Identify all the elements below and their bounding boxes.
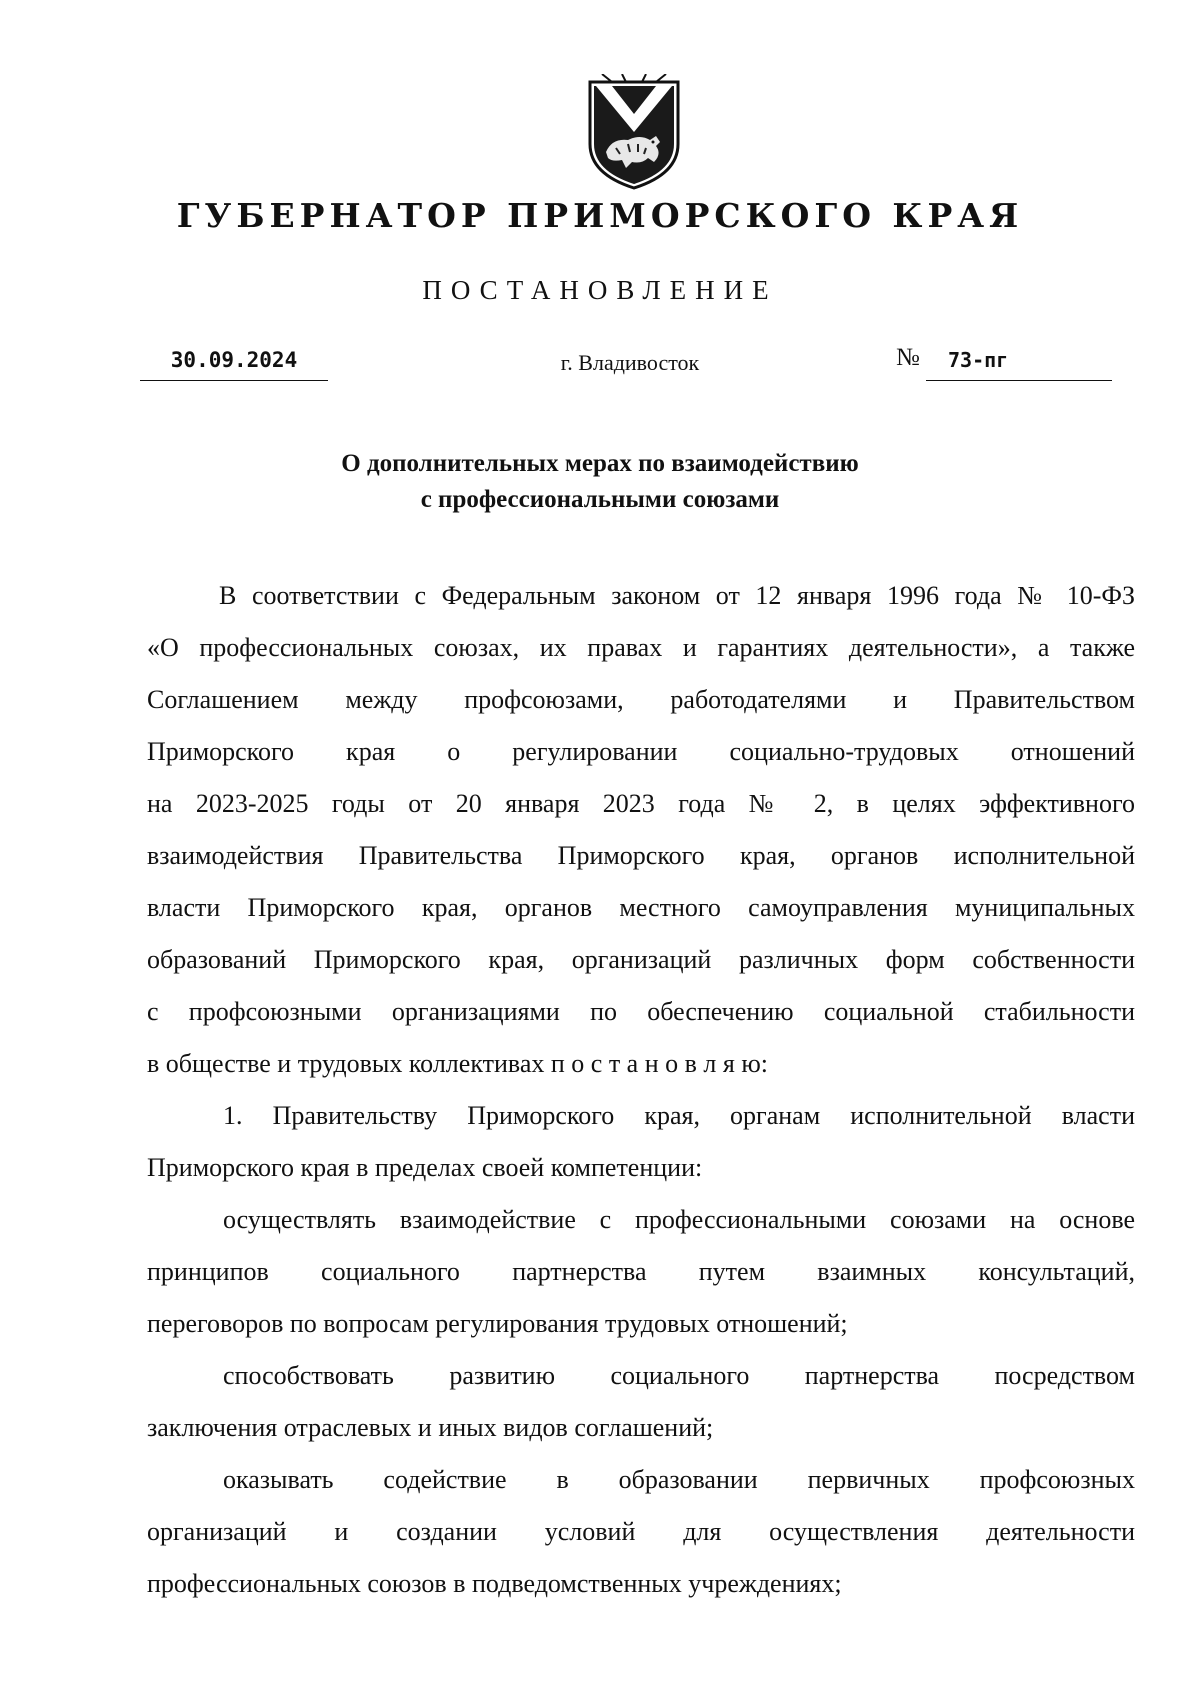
document-subject [0,446,1200,518]
body-line: с профсоюзными организациями по обеспечению социальной стабильности [147,997,1135,1026]
body-line: Приморского края о регулировании социально-трудовых отношений [147,737,1135,766]
subject-line-1: О дополнительных мерах по взаимодействию [341,450,859,477]
body-line: в обществе и трудовых коллективах п о с т а н о в л я ю: [147,1049,768,1078]
body-line: образований Приморского края, организаций различных форм собственности [147,945,1135,974]
issuer-title: ГУБЕРНАТОР ПРИМОРСКОГО КРАЯ [176,196,1024,235]
body-line: переговоров по вопросам регулирования трудовых отношений; [147,1309,848,1338]
body-line: на 2023-2025 годы от 20 января 2023 года № 2, в целях эффективного [147,789,1135,818]
coat-of-arms-emblem [582,74,686,192]
body-line: «О профессиональных союзах, их правах и гарантиях деятельности», а также [147,633,1135,662]
body-line: В соответствии с Федеральным законом от 12 января 1996 года № 10-ФЗ [219,581,1135,610]
body-line: принципов социального партнерства путем взаимных консультаций, [147,1257,1135,1286]
body-line: профессиональных союзов в подведомственных учреждениях; [147,1569,842,1598]
body-line: 1. Правительству Приморского края, органам исполнительной власти [223,1101,1135,1130]
body-line: Соглашением между профсоюзами, работодателями и Правительством [147,685,1135,714]
body-line: способствовать развитию социального партнерства посредством [223,1361,1135,1390]
body-line: власти Приморского края, органов местного самоуправления муниципальных [147,893,1135,922]
body-line: взаимодействия Правительства Приморского края, органов исполнительной [147,841,1135,870]
document-number-field [926,346,1112,381]
document-type: ПОСТАНОВЛЕНИЕ [422,275,778,305]
subject-line-2: с профессиональными союзами [420,486,780,513]
body-line: оказывать содействие в образовании первичных профсоюзных [223,1465,1135,1494]
document-body [147,570,1135,1610]
body-line: Приморского края в пределах своей компетенции: [147,1153,703,1182]
body-line: организаций и создании условий для осуществления деятельности [147,1517,1135,1546]
document-city: г. Владивосток [560,350,700,375]
document-number: 73-пг [948,348,1009,372]
document-date-field [140,346,328,381]
number-sign: № [896,344,920,371]
body-line: заключения отраслевых и иных видов соглашений; [147,1413,714,1442]
document-date: 30.09.2024 [170,348,298,372]
body-line: осуществлять взаимодействие с профессиональными союзами на основе [223,1205,1135,1234]
